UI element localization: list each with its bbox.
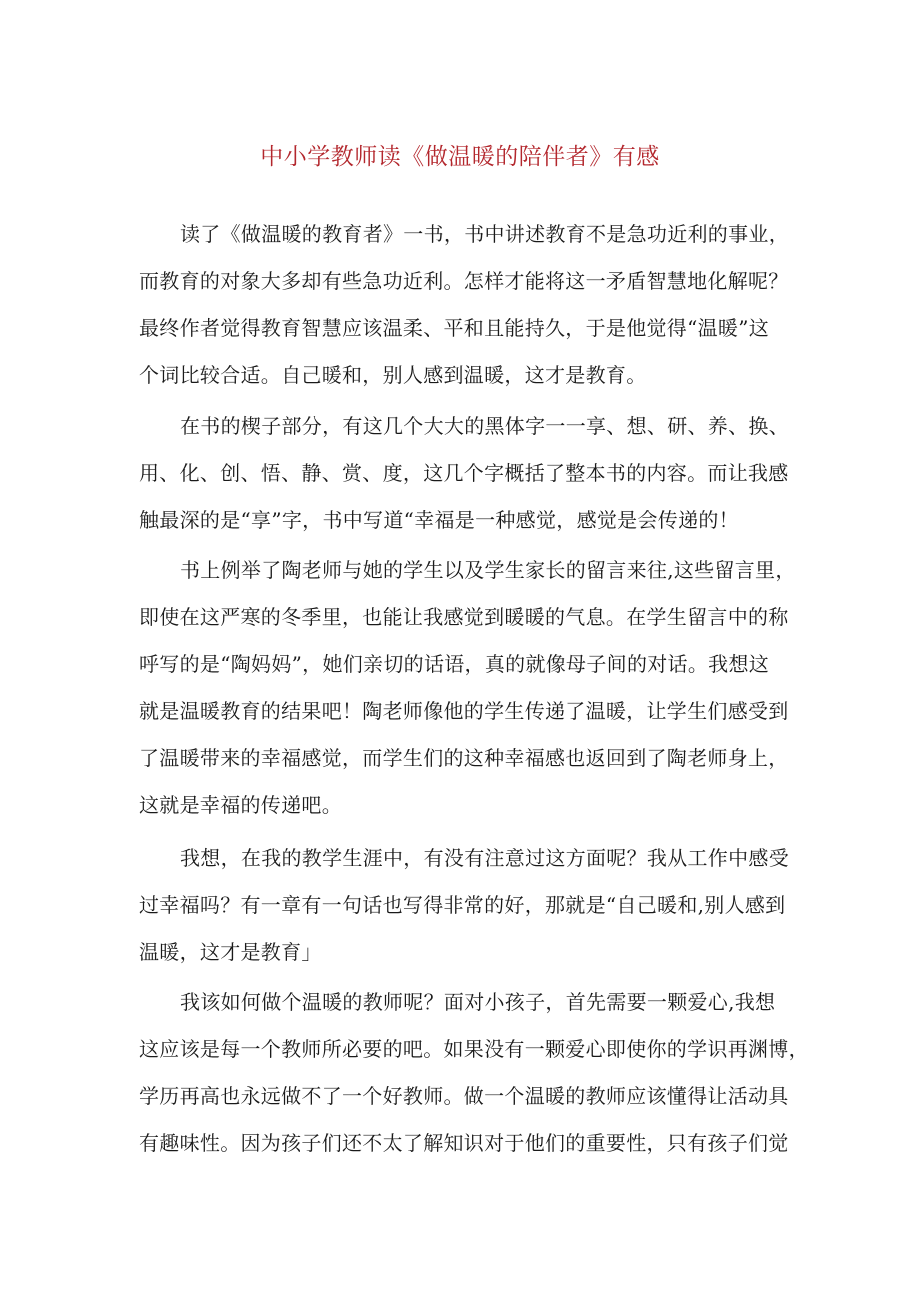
document-title: 中小学教师读《做温暖的陪伴者》有感 bbox=[260, 144, 660, 170]
paragraph-3-line-1: 书上例举了陶老师与她的学生以及学生家长的留言来往,这些留言里， bbox=[180, 558, 796, 582]
paragraph-5-line-1: 我该如何做个温暖的教师呢？面对小孩子，首先需要一颗爱心,我想 bbox=[180, 990, 776, 1014]
paragraph-3-line-2: 即使在这严寒的冬季里，也能让我感觉到暖暖的气息。在学生留言中的称 bbox=[139, 605, 789, 629]
paragraph-5-line-3: 学历再高也永远做不了一个好教师。做一个温暖的教师应该懂得让活动具 bbox=[139, 1084, 789, 1108]
paragraph-3-line-6: 这就是幸福的传递吧。 bbox=[139, 793, 342, 817]
paragraph-1-line-3: 最终作者觉得教育智慧应该温柔、平和且能持久，于是他觉得“温暖”这 bbox=[139, 316, 770, 340]
paragraph-3-line-3: 呼写的是“陶妈妈”，她们亲切的话语，真的就像母子间的对话。我想这 bbox=[139, 652, 770, 676]
paragraph-2-line-3: 触最深的是“享”字，书中写道“幸福是一种感觉，感觉是会传递的！ bbox=[139, 508, 739, 532]
paragraph-5-line-2: 这应该是每一个教师所必要的吧。如果没有一颗爱心即使你的学识再渊博， bbox=[139, 1037, 809, 1061]
paragraph-4-line-2: 过幸福吗？有一章有一句话也写得非常的好，那就是“自己暖和,别人感到 bbox=[139, 893, 786, 917]
paragraph-1-line-4: 个词比较合适。自己暖和，别人感到温暖，这才是教育。 bbox=[139, 363, 647, 387]
paragraph-5-line-4: 有趣味性。因为孩子们还不太了解知识对于他们的重要性，只有孩子们觉 bbox=[139, 1131, 789, 1155]
paragraph-4-line-1: 我想，在我的教学生涯中，有没有注意过这方面呢？我从工作中感受 bbox=[180, 846, 789, 870]
paragraph-2-line-1: 在书的楔子部分，有这几个大大的黑体字一一享、想、研、养、换、 bbox=[180, 414, 789, 438]
paragraph-3-line-5: 了温暖带来的幸福感觉，而学生们的这种幸福感也返回到了陶老师身上， bbox=[139, 746, 789, 770]
paragraph-1-line-2: 而教育的对象大多却有些急功近利。怎样才能将这一矛盾智慧地化解呢？ bbox=[139, 269, 789, 293]
paragraph-4-line-3: 温暖，这才是教育」 bbox=[139, 940, 322, 964]
paragraph-2-line-2: 用、化、创、悟、静、赏、度，这几个字概括了整本书的内容。而让我感 bbox=[139, 461, 789, 485]
paragraph-3-line-4: 就是温暖教育的结果吧！陶老师像他的学生传递了温暖，让学生们感受到 bbox=[139, 699, 789, 723]
paragraph-1-line-1: 读了《做温暖的教育者》一书，书中讲述教育不是急功近利的事业， bbox=[180, 222, 789, 246]
